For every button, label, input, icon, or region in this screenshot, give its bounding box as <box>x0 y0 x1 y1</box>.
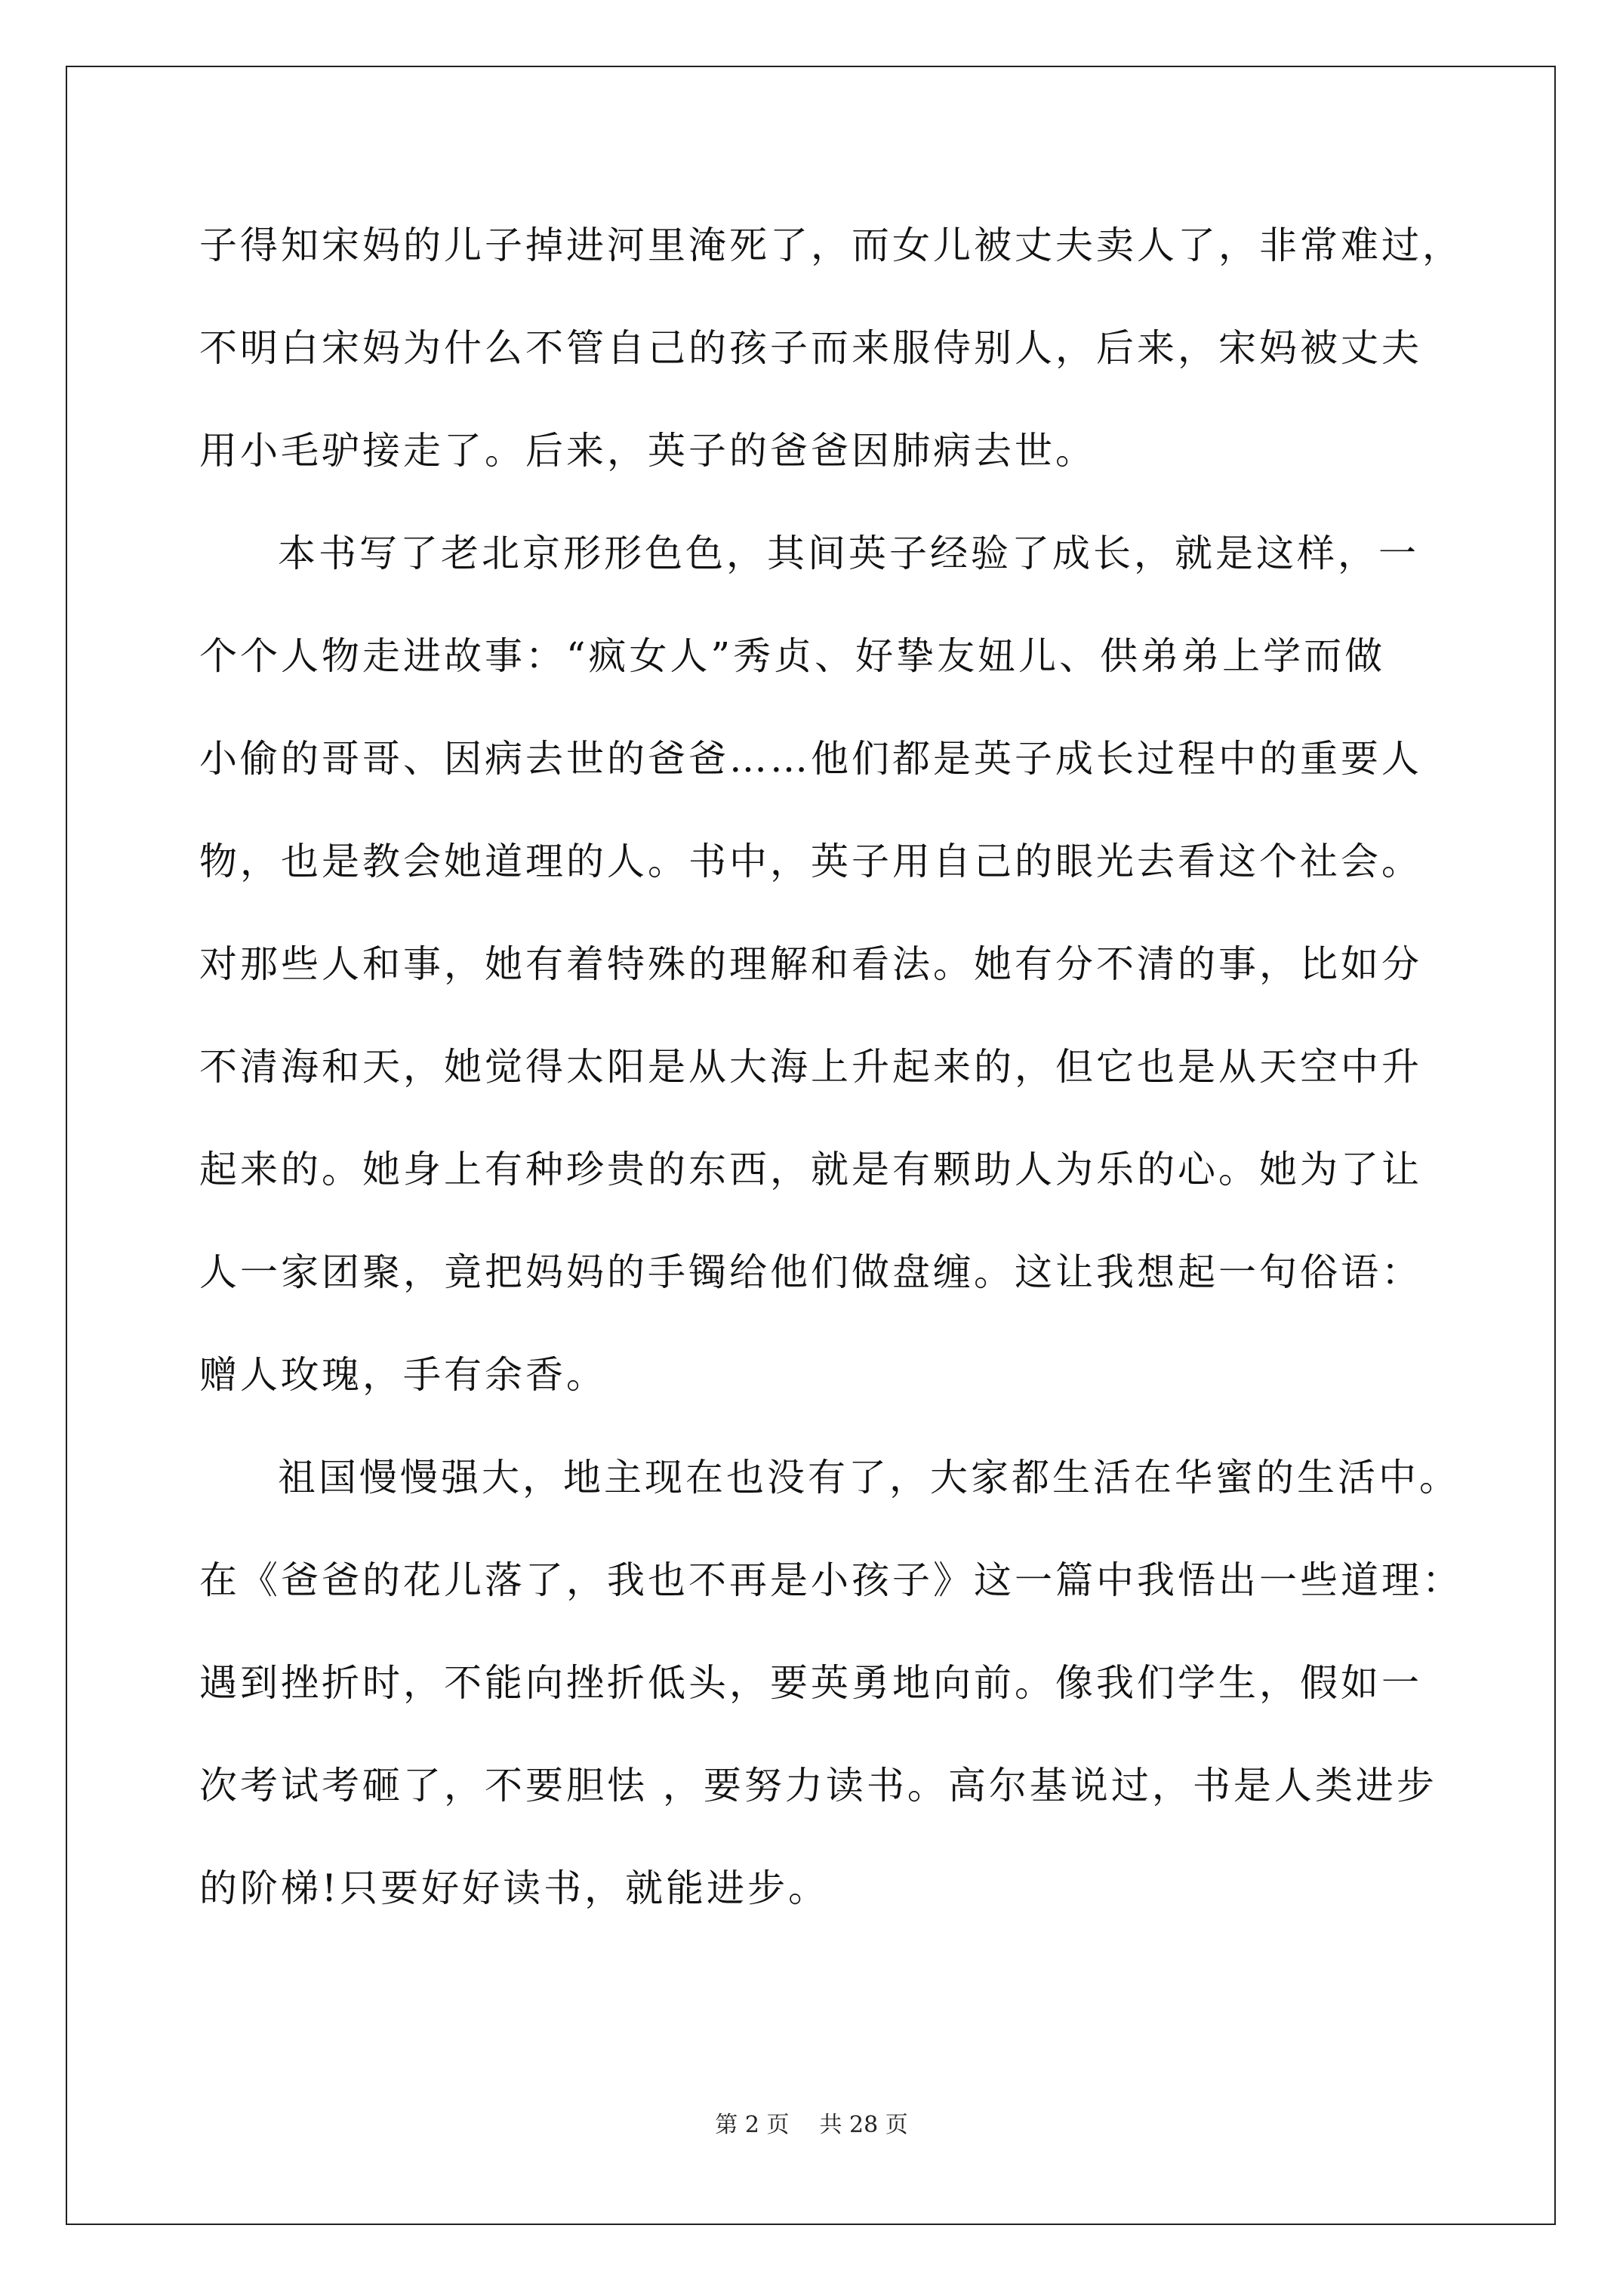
paragraph-2-line-4: 物，也是教会她道理的人。书中，英子用自己的眼光去看这个社会。 <box>199 840 1422 883</box>
paragraph-2-line-8: 人一家团聚，竟把妈妈的手镯给他们做盘缠。这让我想起一句俗语： <box>199 1250 1422 1294</box>
paragraph-1-line-3: 用小毛驴接走了。后来，英子的爸爸因肺病去世。 <box>199 429 1096 473</box>
paragraph-3-line-4: 次考试考砸了，不要胆怯 ，要努力读书。高尔基说过，书是人类进步 <box>199 1764 1437 1808</box>
page-footer <box>0 2110 1623 2140</box>
paragraph-2-line-5: 对那些人和事，她有着特殊的理解和看法。她有分不清的事，比如分 <box>199 942 1422 986</box>
paragraph-2-line-1: 本书写了老北京形形色色，其间英子经验了成长，就是这样，一 <box>278 532 1419 575</box>
paragraph-3-line-1: 祖国慢慢强大，地主现在也没有了，大家都生活在华蜜的生活中。 <box>278 1456 1460 1499</box>
paragraph-2-line-7: 起来的。她身上有种珍贵的东西，就是有颗助人为乐的心。她为了让 <box>199 1148 1422 1191</box>
paragraph-3-line-2: 在《爸爸的花儿落了，我也不再是小孩子》这一篇中我悟出一些道理： <box>199 1558 1463 1602</box>
paragraph-2-line-3: 小偷的哥哥、因病去世的爸爸……他们都是英子成长过程中的重要人 <box>199 737 1422 781</box>
paragraph-1-line-1: 子得知宋妈的儿子掉进河里淹死了，而女儿被丈夫卖人了，非常难过， <box>199 223 1463 267</box>
page-number: 第 2 页 <box>715 2112 790 2138</box>
paragraph-2-line-6: 不清海和天，她觉得太阳是从大海上升起来的，但它也是从天空中升 <box>199 1045 1422 1089</box>
paragraph-3-line-5: 的阶梯!只要好好读书，就能进步。 <box>199 1866 830 1910</box>
paragraph-3-line-3: 遇到挫折时，不能向挫折低头，要英勇地向前。像我们学生，假如一 <box>199 1661 1422 1705</box>
paragraph-2-line-2: 个个人物走进故事：“疯女人”秀贞、好挚友妞儿、供弟弟上学而做 <box>199 634 1386 678</box>
paragraph-2-line-9: 赠人玫瑰，手有余香。 <box>199 1353 607 1397</box>
page-total: 共 28 页 <box>819 2112 908 2138</box>
paragraph-1-line-2: 不明白宋妈为什么不管自己的孩子而来服侍别人，后来，宋妈被丈夫 <box>199 326 1422 370</box>
